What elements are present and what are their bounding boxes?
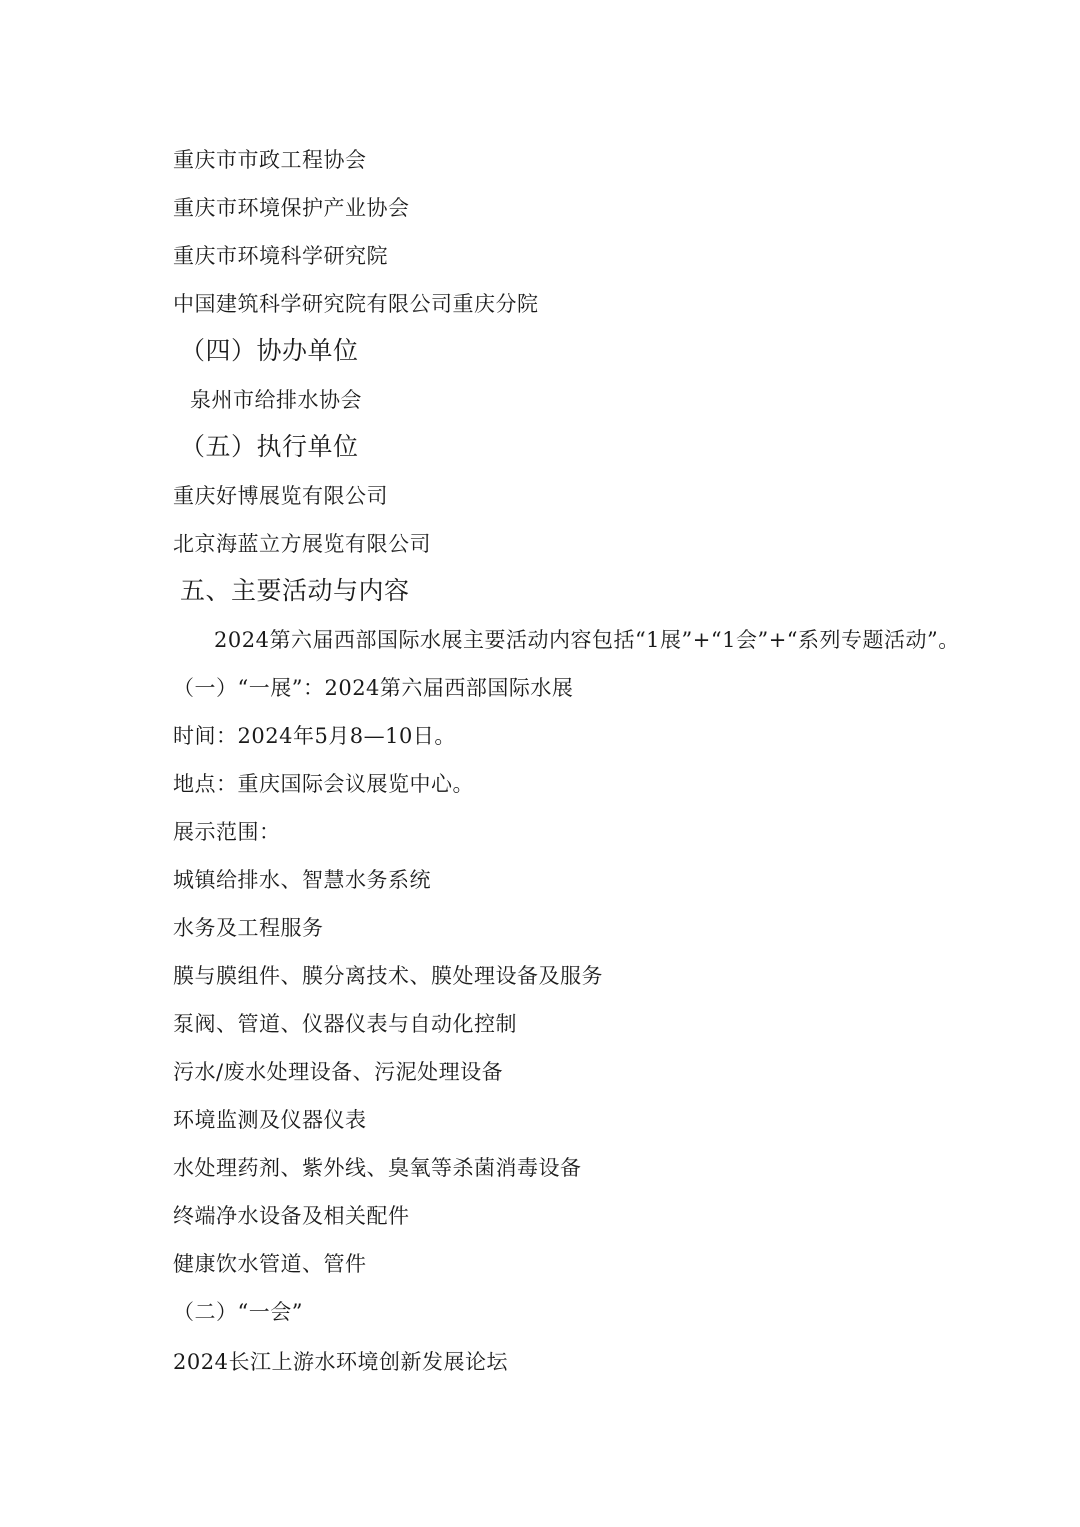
organizer-item: 重庆市市政工程协会 xyxy=(173,148,367,172)
forum-title: 2024长江上游水环境创新发展论坛 xyxy=(173,1350,508,1374)
exhibition-location: 地点：重庆国际会议展览中心。 xyxy=(173,772,474,796)
scope-label: 展示范围： xyxy=(173,820,281,844)
exhibition-heading: （一）“一展”：2024第六届西部国际水展 xyxy=(173,676,574,700)
scope-item: 终端净水设备及相关配件 xyxy=(173,1204,410,1228)
scope-item: 膜与膜组件、膜分离技术、膜处理设备及服务 xyxy=(173,964,603,988)
scope-item: 水处理药剂、紫外线、臭氧等杀菌消毒设备 xyxy=(173,1156,582,1180)
conference-heading: （二）“一会” xyxy=(173,1300,303,1324)
executor-heading: （五）执行单位 xyxy=(180,432,359,461)
organizer-item: 中国建筑科学研究院有限公司重庆分院 xyxy=(173,292,539,316)
scope-item: 城镇给排水、智慧水务系统 xyxy=(173,868,431,892)
scope-item: 环境监测及仪器仪表 xyxy=(173,1108,367,1132)
scope-item: 水务及工程服务 xyxy=(173,916,324,940)
executor-item: 重庆好博展览有限公司 xyxy=(173,484,388,508)
scope-item: 污水/废水处理设备、污泥处理设备 xyxy=(173,1060,504,1084)
exhibition-time: 时间：2024年5月8—10日。 xyxy=(173,724,456,748)
intro-paragraph: 2024第六届西部国际水展主要活动内容包括“1展”+“1会”+“系列专题活动”。 xyxy=(214,628,960,652)
scope-item: 泵阀、管道、仪器仪表与自动化控制 xyxy=(173,1012,517,1036)
scope-item: 健康饮水管道、管件 xyxy=(173,1252,367,1276)
co-organizer-item: 泉州市给排水协会 xyxy=(190,388,362,412)
co-organizer-heading: （四）协办单位 xyxy=(180,336,359,365)
section-five-heading: 五、主要活动与内容 xyxy=(180,576,410,605)
organizer-item: 重庆市环境保护产业协会 xyxy=(173,196,410,220)
executor-item: 北京海蓝立方展览有限公司 xyxy=(173,532,431,556)
organizer-item: 重庆市环境科学研究院 xyxy=(173,244,388,268)
